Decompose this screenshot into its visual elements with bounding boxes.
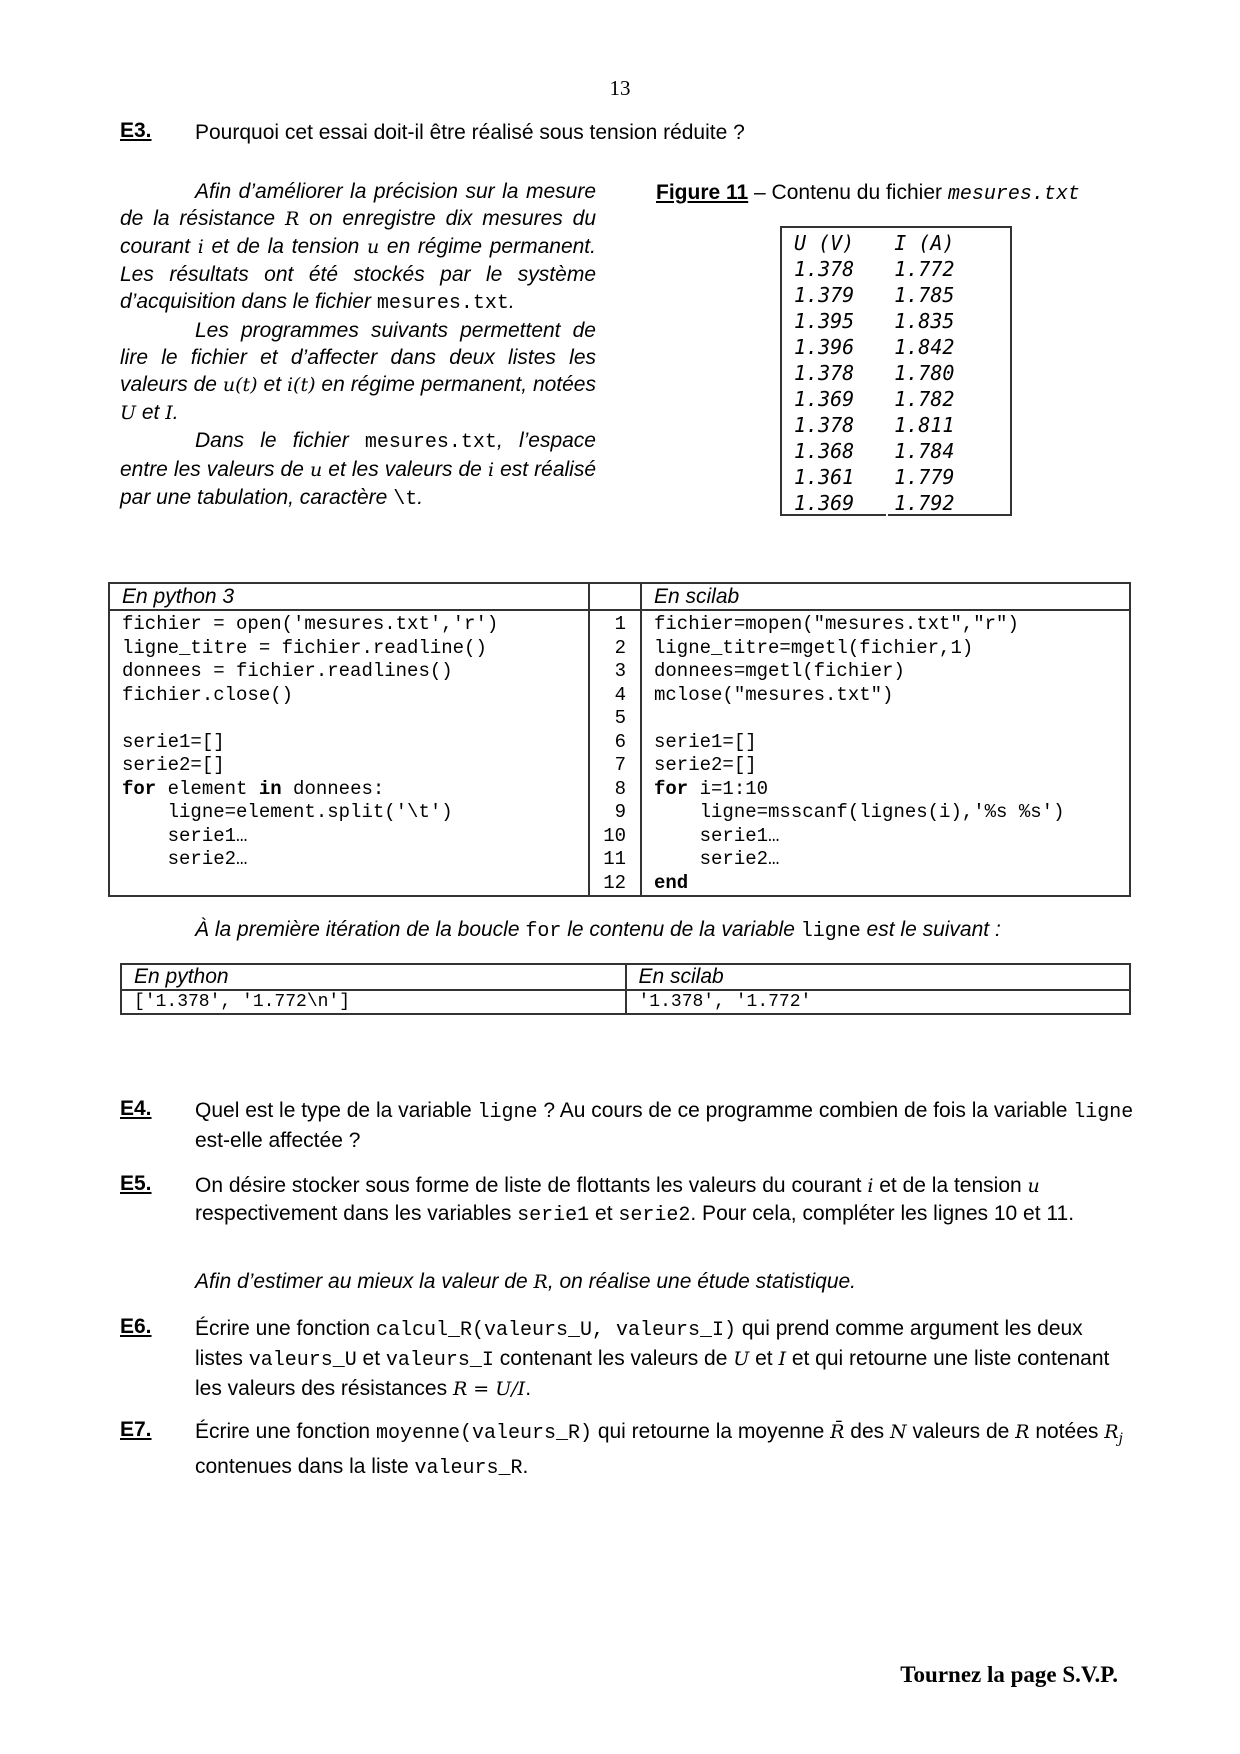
column-header-current: I (A) [894, 231, 955, 255]
code-table [108, 582, 1131, 897]
code-line: fichier.close() [122, 683, 294, 706]
code-line: 1 [614, 613, 626, 635]
code-line: 6 [614, 730, 626, 753]
code-line: ligne_titre=mgetl(fichier,1) [654, 636, 974, 659]
question-label-e6: E6. [120, 1315, 152, 1338]
code-line: serie2=[] [122, 754, 225, 776]
iter-python-value: ['1.378', '1.772\n'] [121, 990, 626, 1014]
table-border [780, 514, 886, 516]
python-code [109, 610, 589, 896]
intro-paragraph-2: Les programmes suivants permettent de lire le fichier et d’affecter dans deux listes les valeurs de u(t) et i(t) en régime permanent, notées U et I. [120, 319, 596, 424]
code-line: serie1=[] [122, 730, 225, 753]
question-label-e4: E4. [120, 1097, 152, 1120]
measurements-table [780, 226, 1012, 516]
measurement-row: 1.368 1.784 [794, 439, 955, 463]
code-line [654, 707, 665, 729]
code-line: 3 [614, 660, 626, 682]
question-label-e3: E3. [120, 119, 152, 142]
iter-scilab-header: En scilab [626, 964, 1131, 990]
line-number-header [589, 583, 641, 610]
code-line: serie1… [122, 824, 248, 847]
figure-file-name: mesures.txt [947, 183, 1080, 206]
turn-page-note: Tournez la page S.V.P. [900, 1662, 1118, 1687]
question-text-e6: Écrire une fonction calcul_R(valeurs_U, valeurs_I) qui prend comme argument les deux listes valeurs_U et valeurs_I contenant les valeurs de U et I et qui retourne une liste contenant les valeurs des résistances R = U/I. [195, 1317, 1110, 1400]
code-line: donnees=mgetl(fichier) [654, 660, 905, 682]
code-line: 2 [614, 636, 626, 659]
code-line: end [654, 871, 689, 894]
code-line [122, 707, 133, 729]
intro-paragraph-1: Afin d’améliorer la précision sur la mesure de la résistance R on enregistre dix mesures du courant i et de la tension u en régime permanent. Les résultats ont été stockés par le système d’acquisition dans le fichier mesures.txt. [120, 180, 596, 315]
measurement-row: 1.369 1.792 [794, 491, 955, 515]
measurement-row: 1.378 1.772 [794, 257, 955, 281]
line-numbers [589, 610, 641, 896]
code-line: 12 [603, 871, 626, 894]
code-line: serie2… [654, 848, 780, 870]
code-line [122, 872, 133, 894]
figure-caption: Figure 11 – Contenu du fichier mesures.txt [656, 181, 1080, 206]
code-line: for element in donnees: [122, 777, 385, 800]
intro-paragraph-3: Dans le fichier mesures.txt, l’espace entre les valeurs de u et les valeurs de i est réalisé par une tabulation, caractère \t. [120, 429, 597, 511]
code-line: fichier=mopen("mesures.txt","r") [654, 613, 1019, 635]
first-iteration-text: À la première itération de la boucle for le contenu de la variable ligne est le suivant : [195, 918, 1001, 943]
figure-label: Figure 11 [656, 181, 749, 204]
code-line: 9 [614, 801, 626, 823]
question-label-e7: E7. [120, 1418, 152, 1441]
question-text-e7: Écrire une fonction moyenne(valeurs_R) qui retourne la moyenne R̄ des N valeurs de R notées $R_j$ contenues dans la liste valeurs_R. [195, 1420, 1123, 1481]
code-line: 10 [603, 824, 626, 847]
code-line: serie1=[] [654, 730, 757, 753]
python-column-header: En python 3 [109, 583, 589, 610]
code-line: fichier = open('mesures.txt','r') [122, 613, 499, 635]
iter-scilab-value: '1.378', '1.772' [626, 990, 1131, 1014]
measurement-row: 1.378 1.780 [794, 361, 955, 385]
measurement-row: 1.395 1.835 [794, 309, 955, 333]
scilab-column-header: En scilab [641, 583, 1130, 610]
code-line: 4 [614, 683, 626, 706]
measurements-header-row [782, 230, 954, 256]
code-line: serie2… [122, 848, 248, 870]
intro-text [120, 178, 596, 513]
code-line: ligne=msscanf(lignes(i),'%s %s') [654, 801, 1065, 823]
code-line: ligne_titre = fichier.readline() [122, 636, 487, 659]
code-line: 11 [603, 848, 626, 870]
measurement-row: 1.378 1.811 [794, 413, 955, 437]
measurement-row: 1.396 1.842 [794, 335, 955, 359]
code-line: ligne=element.split('\t') [122, 801, 453, 823]
code-line: serie1… [654, 824, 780, 847]
code-line: mclose("mesures.txt") [654, 683, 894, 706]
code-line: 8 [614, 777, 626, 800]
question-text-e3: Pourquoi cet essai doit-il être réalisé sous tension réduite ? [195, 121, 745, 144]
statistics-note: Afin d’estimer au mieux la valeur de R, on réalise une étude statistique. [195, 1270, 857, 1293]
question-label-e5: E5. [120, 1172, 152, 1195]
measurement-row: 1.369 1.782 [794, 387, 955, 411]
code-line: 5 [614, 707, 626, 729]
question-text-e4: Quel est le type de la variable ligne ? Au cours de ce programme combien de fois la variable ligne est-elle affectée ? [195, 1099, 1134, 1152]
table-border [888, 514, 1010, 516]
iter-python-header: En python [121, 964, 626, 990]
code-line: donnees = fichier.readlines() [122, 660, 453, 682]
column-header-voltage: U (V) [794, 231, 855, 255]
page-number: 13 [609, 76, 631, 100]
measurement-row: 1.361 1.779 [794, 465, 955, 489]
iteration-table [120, 963, 1131, 1015]
measurement-row: 1.379 1.785 [794, 283, 955, 307]
code-line: for i=1:10 [654, 777, 769, 800]
question-text-e5: On désire stocker sous forme de liste de flottants les valeurs du courant i et de la tension u respectivement dans les variables serie1 et serie2. Pour cela, compléter les lignes 10 et 11. [195, 1174, 1075, 1227]
scilab-code [641, 610, 1130, 896]
code-line: 7 [614, 754, 626, 776]
code-line: serie2=[] [654, 754, 757, 776]
